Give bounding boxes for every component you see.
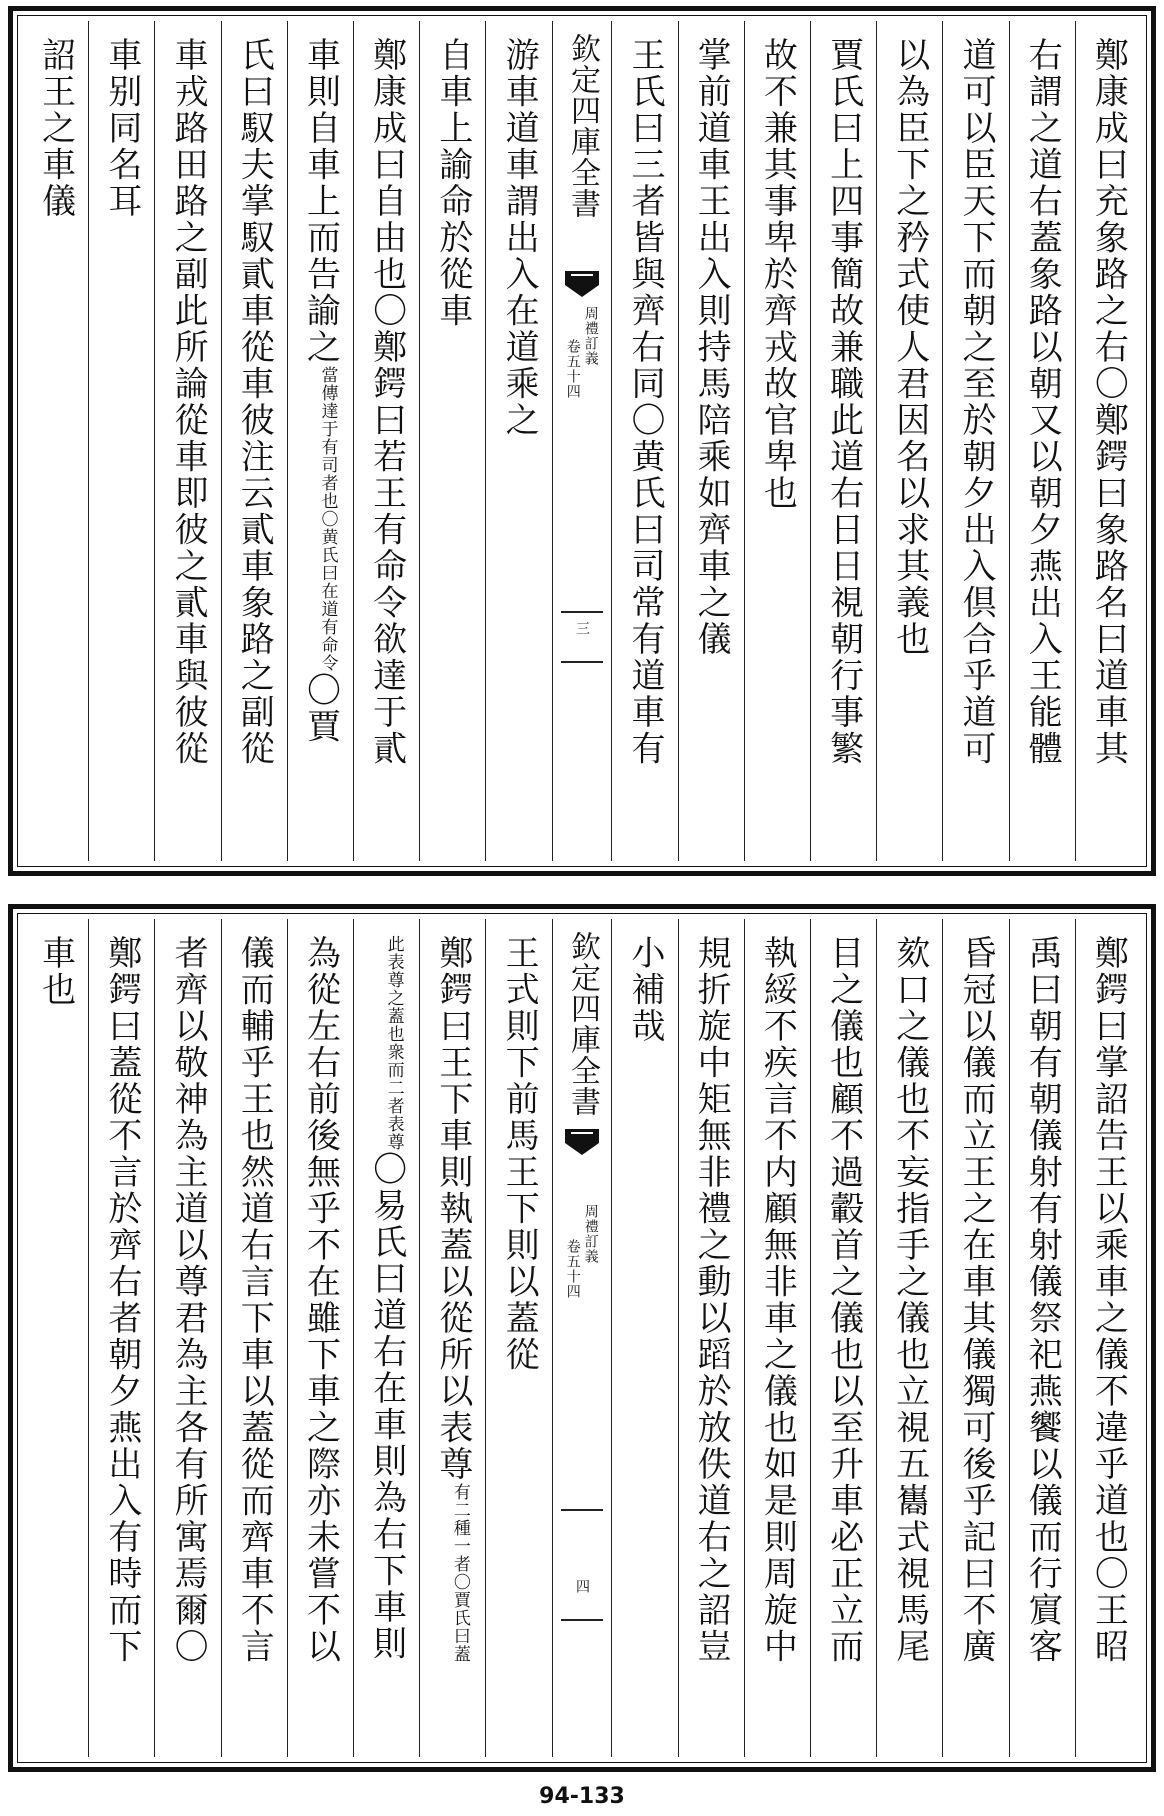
- folio-rule: [561, 611, 604, 613]
- column-text: 儀而輔乎王也然道右言下車以蓋從而齊車不言: [234, 935, 275, 1665]
- text-column: [1009, 21, 1075, 861]
- page-number-footer: 94-133: [539, 1784, 625, 1809]
- book-title: 周禮訂義: [582, 1204, 599, 1264]
- text-column: [419, 919, 485, 1757]
- column-text: 執綏不疾言不内顧無非車之儀也如是則周旋中: [757, 935, 798, 1665]
- commentary-line: 有二種一者: [449, 1482, 470, 1573]
- column-text: 鄭鍔曰蓋從不言於齊右者朝夕燕出入有時而下: [101, 935, 142, 1665]
- commentary: [316, 366, 337, 672]
- text-column: [154, 919, 220, 1757]
- text-column: [485, 21, 551, 861]
- text-column: [353, 21, 419, 861]
- folio-number: 三: [574, 621, 591, 635]
- column-text: 以為臣下之矜式使人君因名以求其義也: [889, 37, 930, 658]
- commentary: [382, 935, 403, 1151]
- text-column: [810, 21, 876, 861]
- text-column: [353, 919, 419, 1757]
- folio-rule: [561, 1509, 604, 1511]
- column-text: 詔王之車儀: [35, 37, 76, 220]
- column-text: 道可以臣天下而朝之至於朝夕出入倶合乎道可: [955, 37, 996, 767]
- column-text: 游車道車謂出入在道乘之: [499, 37, 540, 439]
- column-text: 氏曰馭夫掌馭貳車從車彼注云貳車象路之副從: [234, 37, 275, 767]
- text-columns: [23, 21, 1141, 861]
- column-text: 車則自車上而告諭之: [300, 37, 341, 366]
- column-text: 鄭鍔曰王下車則執蓋以從所以表尊: [432, 935, 473, 1483]
- volume-number: 卷五十四: [564, 1239, 581, 1299]
- text-column: [611, 919, 677, 1757]
- commentary: [449, 1483, 470, 1663]
- text-column: [485, 919, 551, 1757]
- folio-number: 四: [574, 1579, 591, 1593]
- text-column: [678, 919, 744, 1757]
- text-column: [942, 919, 1008, 1757]
- text-column: [221, 919, 287, 1757]
- column-text: 鄭康成曰充象路之右〇鄭鍔曰象路名曰道車其: [1088, 37, 1129, 767]
- commentary-line: 當傳達于有司者也: [317, 365, 338, 510]
- text-column: [419, 21, 485, 861]
- text-column: [154, 21, 220, 861]
- column-text: 車也: [35, 935, 76, 1008]
- commentary-line: 〇黄氏曰在道有命令: [317, 509, 338, 672]
- text-column: [88, 21, 154, 861]
- text-column: [611, 21, 677, 861]
- page-top: [8, 6, 1156, 876]
- column-text: 王式則下前馬王下則以蓋從: [499, 935, 540, 1373]
- text-column: [876, 21, 942, 861]
- text-column: [810, 919, 876, 1757]
- folio-rule: [561, 661, 604, 663]
- column-text: 禹曰朝有朝儀射有射儀祭祀燕饗以儀而行賔客: [1022, 935, 1063, 1665]
- column-text: 規折旋中矩無非禮之動以蹈於放佚道右之詔豈: [691, 935, 732, 1665]
- text-column: [23, 919, 88, 1757]
- commentary-line: 〇賈氏曰蓋: [449, 1572, 470, 1663]
- text-column: [876, 919, 942, 1757]
- center-fold: [552, 919, 612, 1757]
- center-fold: [552, 21, 612, 861]
- column-text: 車戎路田路之副此所論從車即彼之貳車與彼從: [168, 37, 209, 767]
- column-text: 賈氏曰上四事簡故兼職此道右日日視朝行事繁: [823, 37, 864, 767]
- folio-rule: [561, 1619, 604, 1621]
- column-text: 自車上諭命於從車: [432, 37, 473, 329]
- column-with-commentary: [300, 37, 341, 745]
- text-column: [221, 21, 287, 861]
- fishtail-mark-icon: [565, 271, 599, 297]
- text-columns: [23, 919, 1141, 1757]
- column-text: 昏冠以儀而立王之在車其儀獨可後乎記曰不廣: [955, 935, 996, 1665]
- fishtail-mark-icon: [565, 1129, 599, 1155]
- column-text: 目之儀也顧不過轂首之儀也以至升車必正立而: [823, 935, 864, 1665]
- book-title: 周禮訂義: [582, 306, 599, 366]
- column-with-commentary: [366, 935, 407, 1662]
- commentary-line: 衆而二者表尊: [383, 1043, 404, 1151]
- collection-caption: 欽定四庫全書: [565, 931, 601, 1117]
- commentary-line: 此表尊之蓋也: [383, 935, 404, 1043]
- column-text: 掌前道車王出入則持馬陪乘如齊車之儀: [691, 37, 732, 658]
- text-column: [744, 21, 810, 861]
- column-text: 車别同名耳: [101, 37, 142, 220]
- column-text: 鄭鍔曰掌詔告王以乘車之儀不違乎道也〇王昭: [1088, 935, 1129, 1665]
- text-column: [678, 21, 744, 861]
- text-column: [287, 919, 353, 1757]
- column-text: 故不兼其事卑於齊戎故官卑也: [757, 37, 798, 512]
- text-column: [23, 21, 88, 861]
- text-column: [287, 21, 353, 861]
- volume-number: 卷五十四: [564, 339, 581, 399]
- column-text: 小補哉: [624, 935, 665, 1045]
- page-bottom: [8, 904, 1156, 1772]
- text-column: [1009, 919, 1075, 1757]
- text-column: [942, 21, 1008, 861]
- column-text: 欬口之儀也不妄指手之儀也立視五巂式視馬尾: [889, 935, 930, 1665]
- column-with-commentary: [432, 935, 473, 1663]
- text-column: [1075, 21, 1141, 861]
- text-column: [88, 919, 154, 1757]
- column-text: 〇易氏曰道右在車則為右下車則: [366, 1151, 407, 1662]
- column-text: 右謂之道右蓋象路以朝又以朝夕燕出入王能體: [1022, 37, 1063, 767]
- text-column: [1075, 919, 1141, 1757]
- column-text: 王氏曰三者皆與齊右同〇黄氏曰司常有道車有: [624, 37, 665, 767]
- collection-caption: 欽定四庫全書: [565, 33, 601, 219]
- column-text: 鄭康成曰自由也〇鄭鍔曰若王有命令欲達于貳: [366, 37, 407, 767]
- column-text: 〇賈: [300, 671, 341, 745]
- text-column: [744, 919, 810, 1757]
- column-text: 為從左右前後無乎不在雖下車之際亦未嘗不以: [300, 935, 341, 1665]
- column-text: 者齊以敬神為主道以尊君為主各有所寓焉爾〇: [168, 935, 209, 1665]
